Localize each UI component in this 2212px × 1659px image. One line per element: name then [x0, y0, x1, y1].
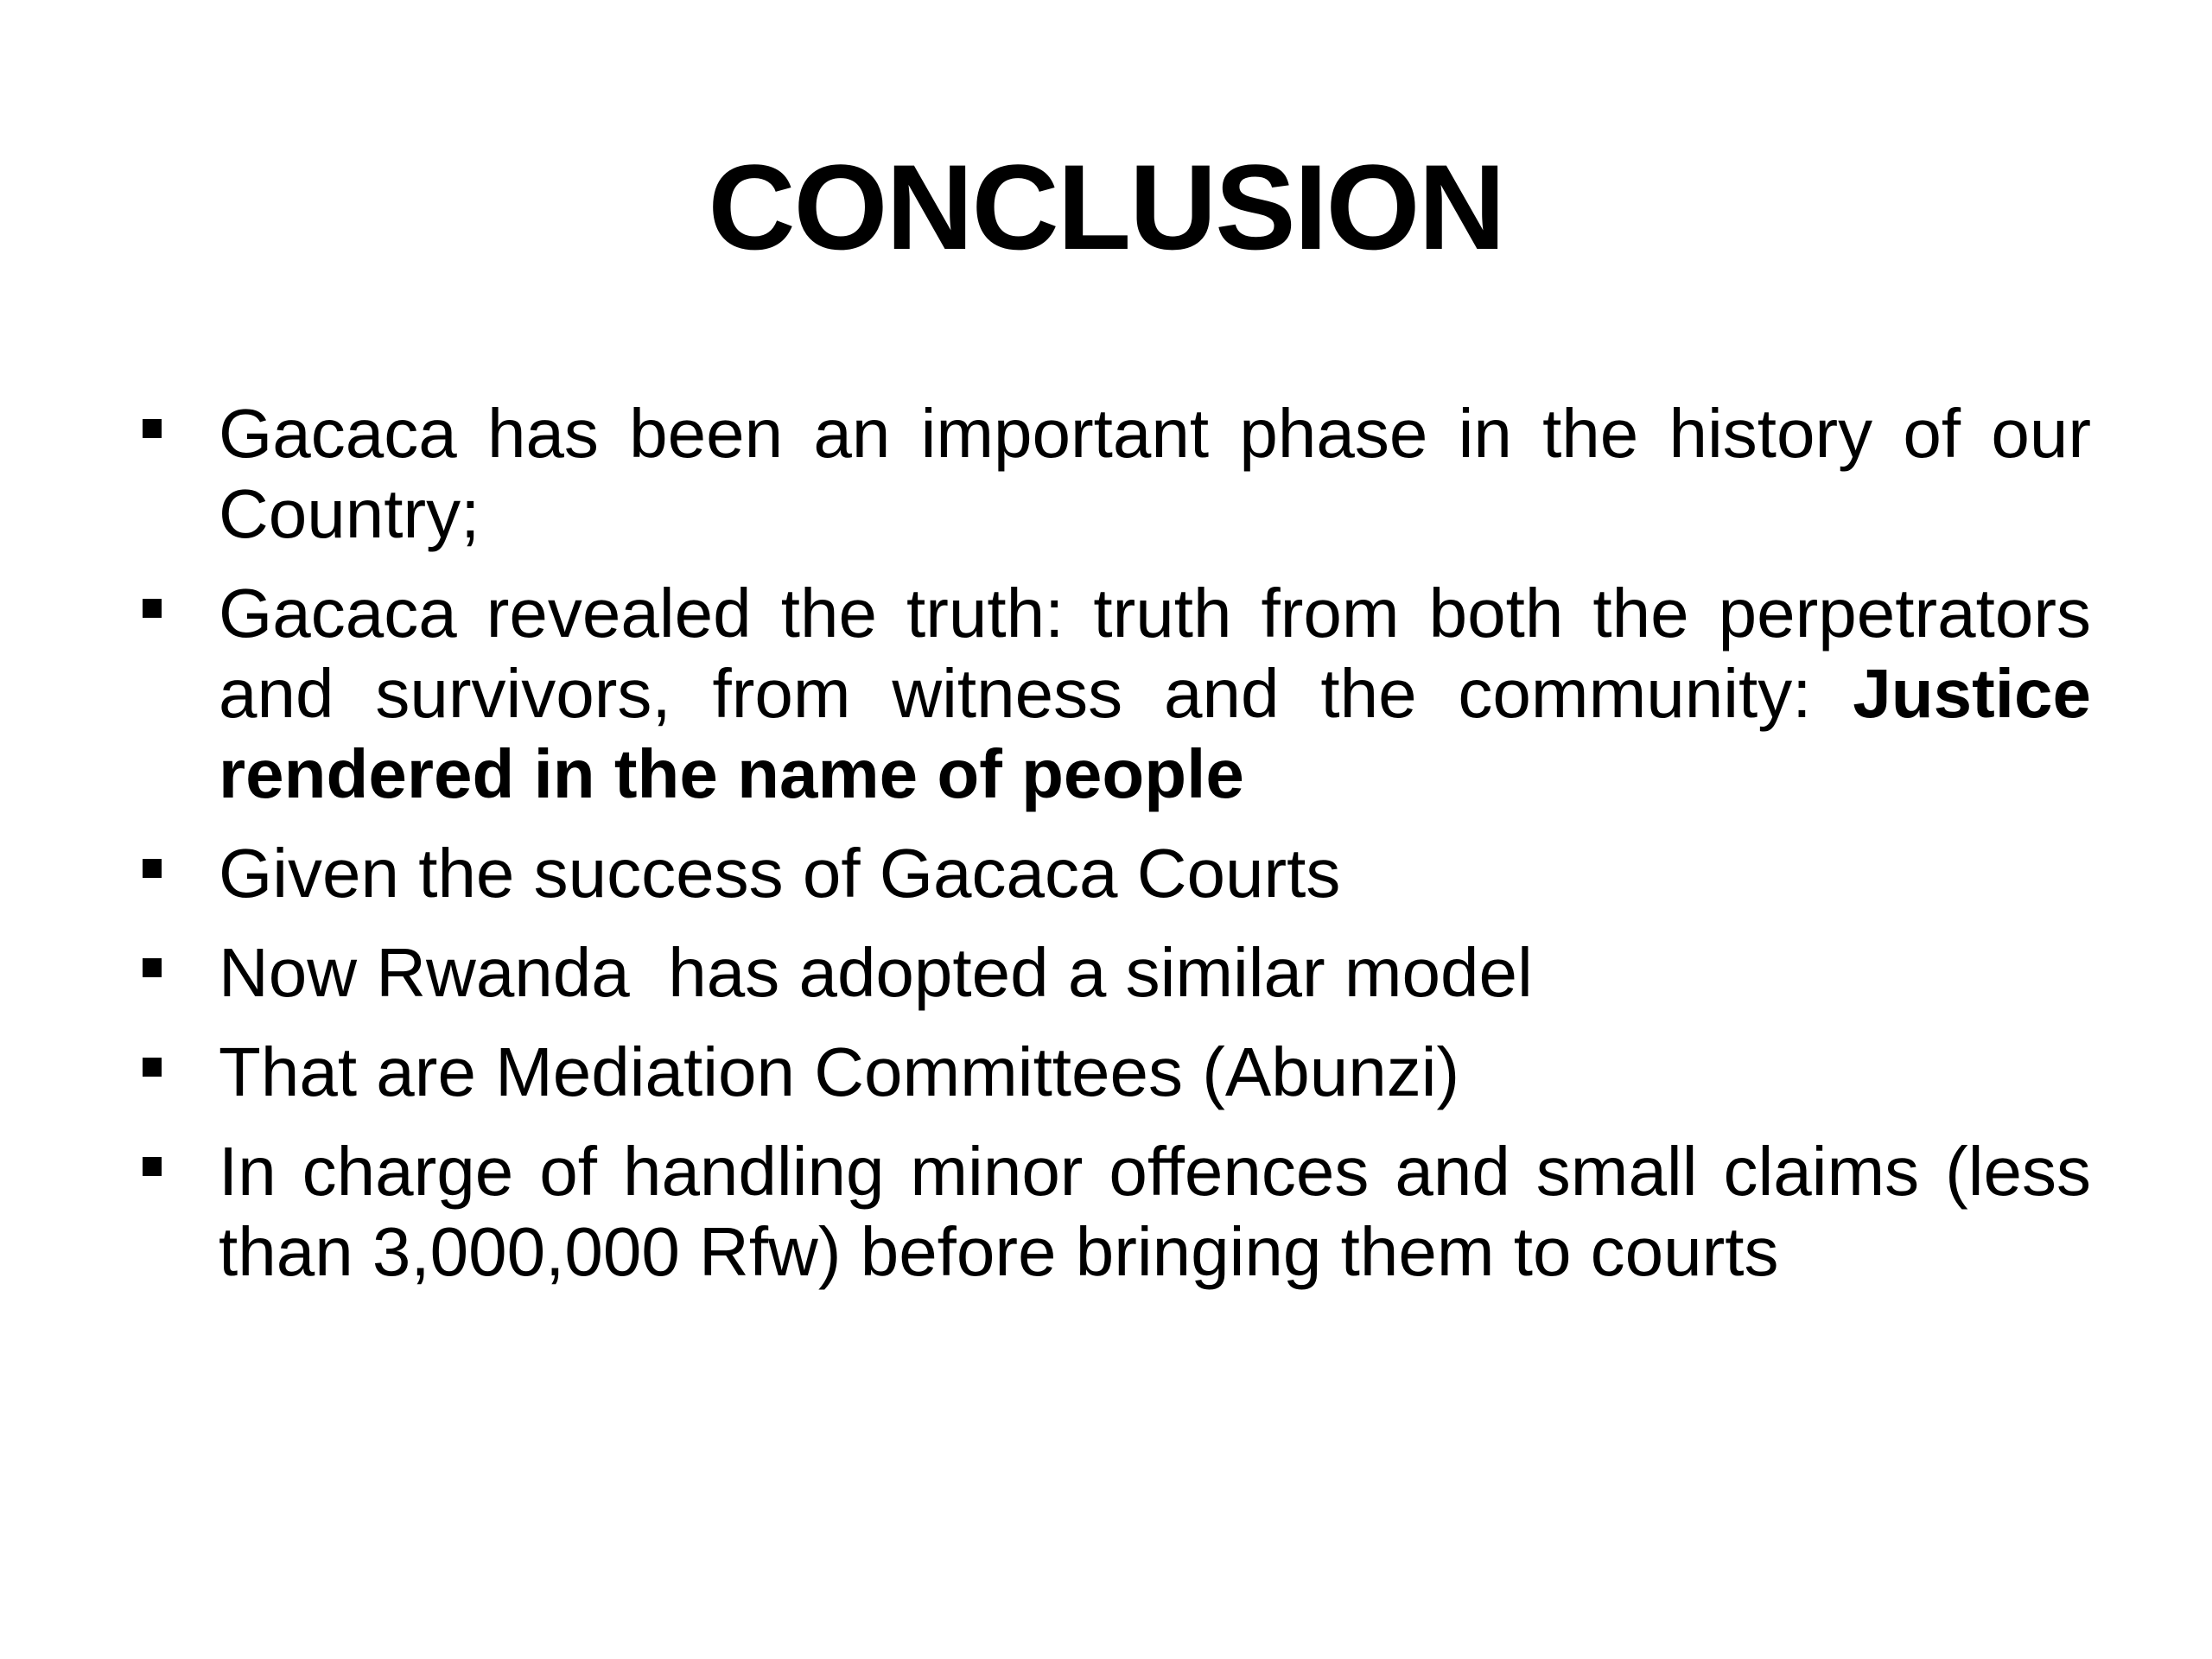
bullet-item-charge: [138, 1131, 2091, 1292]
slide-title: CONCLUSION: [708, 139, 1504, 275]
square-bullet-icon: [143, 1157, 162, 1176]
bullet-item-model: [138, 932, 2091, 1013]
square-bullet-icon: [143, 859, 162, 878]
square-bullet-icon: [143, 599, 162, 618]
bullet-item-truth: [138, 573, 2091, 814]
bullet-list: [138, 393, 2091, 1311]
bullet-text: [219, 573, 2091, 814]
bullet-text-bold: Justice rendered in the name of people: [219, 655, 2091, 812]
bullet-text: Gacaca has been an important phase in the history of our Country;: [219, 395, 2091, 552]
bullet-text-normal: Gacaca revealed the truth: truth from both the perpetrators and survivors, from witness and the community:: [219, 575, 2091, 732]
bullet-item-success: [138, 833, 2091, 913]
square-bullet-icon: [143, 419, 162, 438]
square-bullet-icon: [143, 1058, 162, 1077]
bullet-text: Now Rwanda has adopted a similar model: [219, 934, 1533, 1011]
bullet-text: In charge of handling minor offences and small claims (less than 3,000,000 Rfw) before bringing them to courts: [219, 1133, 2091, 1290]
bullet-item-history: [138, 393, 2091, 554]
bullet-item-committees: [138, 1032, 2091, 1112]
square-bullet-icon: [143, 958, 162, 977]
bullet-text: That are Mediation Committees (Abunzi): [219, 1033, 1460, 1110]
bullet-text: Given the success of Gacaca Courts: [219, 835, 1341, 912]
